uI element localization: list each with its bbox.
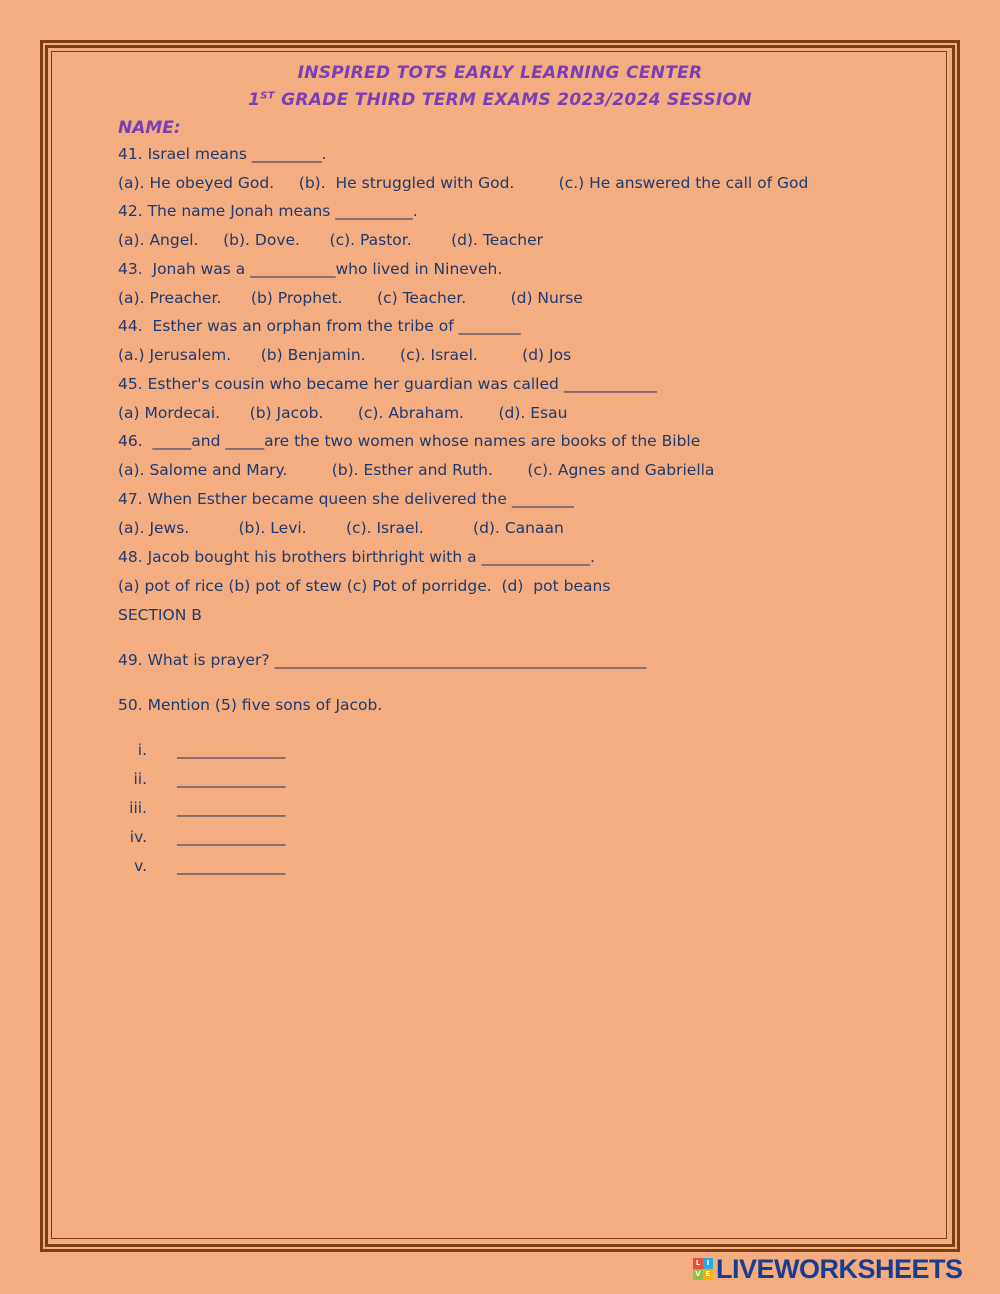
question-49: 49. What is prayer? ________________________________________________ bbox=[118, 651, 647, 669]
liveworksheets-logo bbox=[693, 1253, 963, 1284]
question-43: 43. Jonah was a ___________who lived in Nineveh. bbox=[118, 260, 503, 278]
question-42: 42. The name Jonah means __________. bbox=[118, 202, 418, 220]
question-46: 46. _____and _____are the two women whose names are books of the Bible bbox=[118, 432, 701, 450]
answer-blank: ______________ bbox=[177, 770, 286, 788]
exam-title: 1ST GRADE THIRD TERM EXAMS 2023/2024 SESSION bbox=[248, 90, 752, 110]
options-43: (a). Preacher. (b) Prophet. (c) Teacher. (d) Nurse bbox=[118, 289, 583, 307]
page-border-inner bbox=[51, 51, 947, 1239]
logo-text: LIVEWORKSHEETS bbox=[716, 1253, 963, 1284]
question-50: 50. Mention (5) five sons of Jacob. bbox=[118, 696, 383, 714]
answer-blank: ______________ bbox=[177, 857, 286, 875]
school-title: INSPIRED TOTS EARLY LEARNING CENTER bbox=[297, 63, 703, 83]
question-47: 47. When Esther became queen she delivered the ________ bbox=[118, 490, 574, 508]
logo-icon: L I V E bbox=[693, 1258, 713, 1280]
question-44: 44. Esther was an orphan from the tribe of ________ bbox=[118, 317, 521, 335]
options-48: (a) pot of rice (b) pot of stew (c) Pot of porridge. (d) pot beans bbox=[118, 577, 611, 595]
options-46: (a). Salome and Mary. (b). Esther and Ruth. (c). Agnes and Gabriella bbox=[118, 461, 715, 479]
question-48: 48. Jacob bought his brothers birthright with a ______________. bbox=[118, 548, 595, 566]
list-number: iii. bbox=[129, 799, 147, 817]
list-number: ii. bbox=[133, 770, 147, 788]
options-45: (a) Mordecai. (b) Jacob. (c). Abraham. (d). Esau bbox=[118, 404, 568, 422]
question-45: 45. Esther's cousin who became her guardian was called ____________ bbox=[118, 375, 657, 393]
list-number: v. bbox=[134, 857, 147, 875]
options-42: (a). Angel. (b). Dove. (c). Pastor. (d). Teacher bbox=[118, 231, 543, 249]
name-label: NAME: bbox=[118, 118, 181, 138]
options-41: (a). He obeyed God. (b). He struggled with God. (c.) He answered the call of God bbox=[118, 174, 809, 192]
section-b-heading: SECTION B bbox=[118, 606, 202, 624]
options-44: (a.) Jerusalem. (b) Benjamin. (c). Israel. (d) Jos bbox=[118, 346, 572, 364]
list-number: iv. bbox=[129, 828, 147, 846]
answer-blank: ______________ bbox=[177, 799, 286, 817]
answer-blank: ______________ bbox=[177, 741, 286, 759]
question-41: 41. Israel means _________. bbox=[118, 145, 327, 163]
options-47: (a). Jews. (b). Levi. (c). Israel. (d). Canaan bbox=[118, 519, 564, 537]
list-number: i. bbox=[137, 741, 147, 759]
answer-blank: ______________ bbox=[177, 828, 286, 846]
